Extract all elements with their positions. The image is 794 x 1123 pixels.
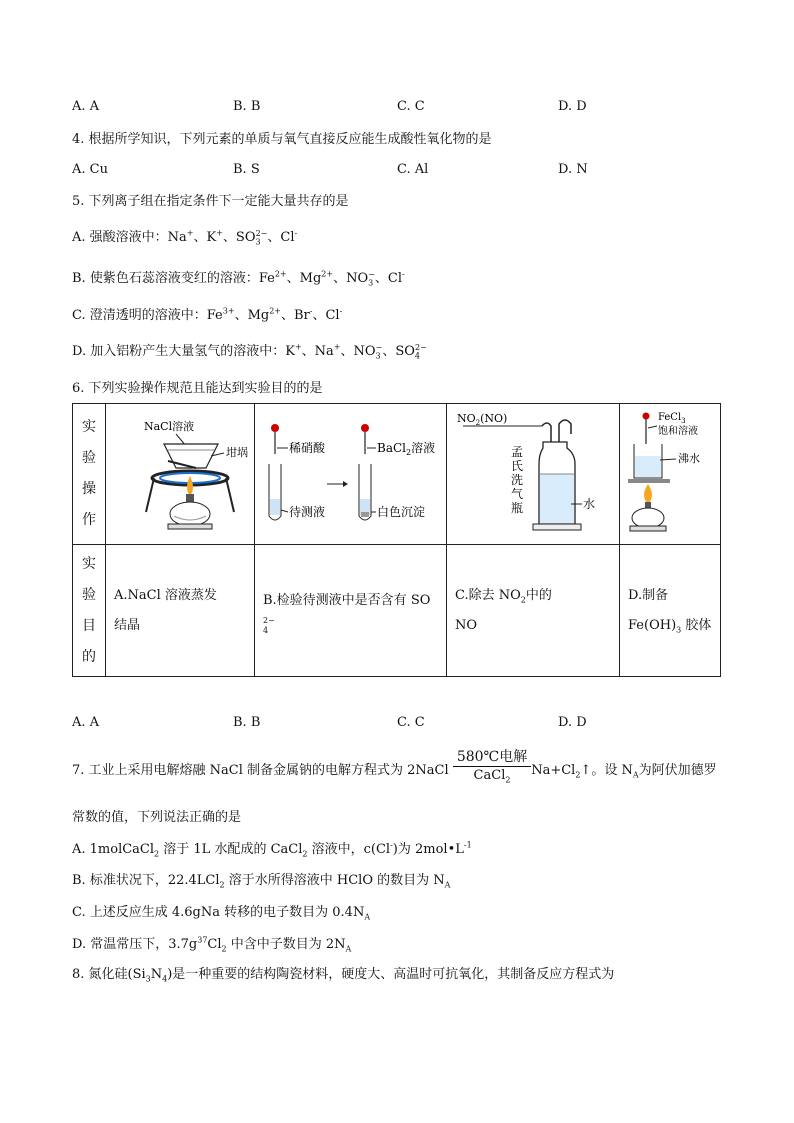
option: A. A bbox=[72, 715, 100, 730]
label-boiling-water: 沸水 bbox=[678, 452, 700, 465]
q6-options bbox=[72, 714, 672, 732]
q7-option-a: A. 1molCaCl$_2$ 溶于 1L 水配成的 CaCl$_2$ 溶液中，c(Cl-)为 $2mol•L^{-1}$ bbox=[72, 840, 472, 859]
figure-d-colloid bbox=[620, 404, 721, 545]
option-prefix: D. 加入铝粉产生大量氢气的溶液中： bbox=[72, 344, 286, 359]
label-water: 水 bbox=[583, 497, 596, 511]
label-washing-bottle bbox=[511, 445, 523, 515]
label-saturated-solution: 饱和溶液 bbox=[658, 426, 698, 437]
q7-option-c: C. 上述反应生成 4.6gNa 转移的电子数目为 $0.4N_A$ bbox=[72, 905, 371, 922]
label-crucible: 坩埚 bbox=[226, 446, 248, 459]
option: C. C bbox=[397, 99, 425, 114]
option: A. Cu bbox=[72, 162, 108, 177]
q4-options bbox=[72, 161, 672, 179]
q7-option-b: B. 标准状况下，22.4LCl$_2$ 溶于水所得溶液中 HClO 的数目为 $N_A$ bbox=[72, 873, 451, 890]
q3-options bbox=[72, 98, 672, 116]
label-dilute-nitric-acid: 稀硝酸 bbox=[289, 441, 326, 455]
row-label-purpose: 实 验 目 的 bbox=[73, 545, 106, 677]
purpose-a: A.NaCl 溶液蒸发 结晶 bbox=[106, 545, 255, 677]
q4-stem: 4. 根据所学知识，下列元素的单质与氧气直接反应能生成酸性氧化物的是 bbox=[72, 132, 492, 147]
q8-stem: 8. 氮化硅$(Si_3N_4)$是一种重要的结构陶瓷材料，硬度大、高温时可抗氧化，其制备反应方程式为 bbox=[72, 967, 615, 984]
purpose-d: D.制备 $Fe(OH)_3$ 胶体 bbox=[620, 545, 721, 677]
option-prefix: A. 强酸溶液中： bbox=[72, 230, 168, 245]
label-no2: $NO_2(NO)$ bbox=[457, 412, 508, 427]
option: D. N bbox=[558, 162, 588, 177]
option: B. B bbox=[233, 715, 261, 730]
q7-stem: 7. 工业上采用电解熔融 NaCl 制备金属钠的电解方程式为 2NaCl $\frac{\text{580℃电解}}{CaCl_2}$ $Na+Cl_2↑$。设 $N_A$为阿伏加德罗 bbox=[72, 749, 717, 785]
option: D. D bbox=[558, 715, 587, 730]
svg-text:氏: 氏 bbox=[511, 459, 524, 473]
option: A. A bbox=[72, 99, 100, 114]
option-prefix: C. 澄清透明的溶液中： bbox=[72, 308, 207, 323]
figure-a-evaporation bbox=[106, 404, 255, 545]
label-white-precipitate: 白色沉淀 bbox=[377, 505, 426, 519]
svg-text:瓶: 瓶 bbox=[511, 501, 524, 515]
q5-option-d: D. 加入铝粉产生大量氢气的溶液中：K+、Na+、$NO_3^-$、$SO_4^{2-}$ bbox=[72, 342, 427, 361]
label-nacl-solution: NaCl溶液 bbox=[144, 420, 195, 433]
figure-c-gas-washing bbox=[447, 404, 620, 545]
svg-text:孟: 孟 bbox=[511, 445, 524, 459]
q5-option-c: C. 澄清透明的溶液中：$Fe^{3+}$、$Mg^{2+}$、Br-、Cl- bbox=[72, 306, 343, 323]
q7-stem-2: 常数的值，下列说法正确的是 bbox=[72, 810, 242, 825]
option: B. B bbox=[233, 99, 261, 114]
option: C. C bbox=[397, 715, 425, 730]
q5-option-a: A. 强酸溶液中：Na+、K+、$SO_3^{2-}$、Cl- bbox=[72, 228, 298, 247]
option-prefix: B. 使紫色石蕊溶液变红的溶液： bbox=[72, 271, 259, 286]
label-bacl2: BaCl$_2$溶液 bbox=[377, 441, 436, 457]
row-label-operation: 实 验 操 作 bbox=[73, 404, 106, 545]
reaction-condition: $\frac{\text{580℃电解}}{CaCl_2}$ bbox=[453, 748, 531, 785]
experiment-table bbox=[72, 403, 721, 677]
svg-text:气: 气 bbox=[511, 487, 524, 501]
q6-stem: 6. 下列实验操作规范且能达到实验目的的是 bbox=[72, 381, 323, 396]
svg-text:洗: 洗 bbox=[511, 473, 524, 487]
label-test-solution: 待测液 bbox=[289, 505, 326, 519]
q5-stem: 5. 下列离子组在指定条件下一定能大量共存的是 bbox=[72, 194, 349, 209]
q5-option-b: B. 使紫色石蕊溶液变红的溶液：$Fe^{2+}$、$Mg^{2+}$、$NO_3^-$、Cl- bbox=[72, 269, 405, 288]
option: D. D bbox=[558, 99, 587, 114]
option: C. Al bbox=[397, 162, 429, 177]
q7-option-d: D. 常温常压下，$3.7g^{37}Cl_2$ 中含中子数目为 $2N_A$ bbox=[72, 935, 352, 954]
figure-b-sulfate-test bbox=[255, 404, 447, 545]
purpose-c: C.除去 $NO_2$中的 NO bbox=[447, 545, 620, 677]
label-fecl3: FeCl$_3$ bbox=[658, 412, 686, 425]
option: B. S bbox=[233, 162, 260, 177]
purpose-b: B.检验待测液中是否含有 SO 2− 4 bbox=[255, 545, 447, 677]
